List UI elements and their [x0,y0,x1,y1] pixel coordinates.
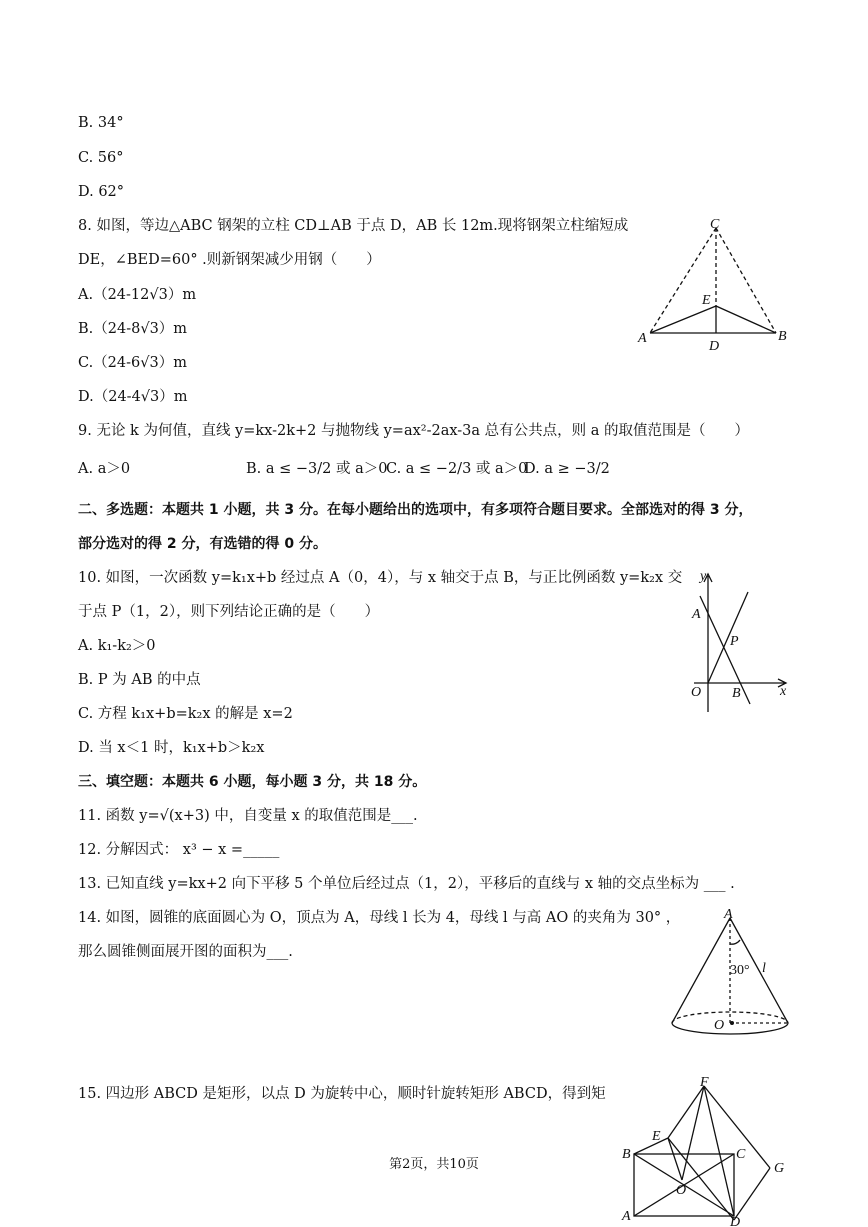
label-f: F [700,1076,709,1090]
question-9-option-c: C. a ≤ −2/3 或 a＞0 [386,461,528,477]
question-10-option-d: D. 当 x＜1 时，k₁x+b＞k₂x [78,740,265,756]
question-8-option-d: D.（24-4√3）m [78,389,188,405]
label-b: B [778,329,787,344]
question-8-option-a: A.（24-12√3）m [78,287,197,303]
label-y: y [700,569,707,584]
question-11: 11. 函数 y=√(x+3) 中，自变量 x 的取值范围是___. [78,808,418,824]
question-10-option-a: A. k₁-k₂＞0 [78,638,156,654]
question-9-option-d: D. a ≥ −3/2 [524,461,610,477]
label-o: O [676,1183,687,1198]
figure-q10-graph [672,562,802,714]
label-b: B [732,686,741,701]
question-14-stem-2: 那么圆锥侧面展开图的面积为___. [78,944,293,960]
question-8-stem-2: DE，∠BED=60° .则新钢架减少用钢（ ） [78,252,381,268]
figure-q8-triangle [636,214,796,354]
label-g: G [774,1161,785,1176]
label-d: D [730,1215,741,1227]
page-footer: 第2页，共10页 [389,1157,479,1172]
question-8-stem-1: 8. 如图，等边△ABC 钢架的立柱 CD⊥AB 于点 D，AB 长 12m.现将钢架立柱缩短成 [78,218,629,234]
question-10-stem-2: 于点 P（1，2），则下列结论正确的是（ ） [78,604,380,620]
label-a: A [638,331,647,346]
label-e: E [702,293,711,308]
label-a: A [692,607,701,622]
label-o: O [691,685,702,700]
label-x: x [780,684,787,699]
question-15-stem: 15. 四边形 ABCD 是矩形，以点 D 为旋转中心，顺时针旋转矩形 ABCD，得到矩 [78,1086,606,1102]
option-c-q7: C. 56° [78,150,124,166]
section-2-heading-2: 部分选对的得 2 分，有选错的得 0 分。 [78,536,327,552]
label-e: E [652,1129,661,1144]
label-c: C [710,217,720,232]
question-9-option-a: A. a＞0 [78,461,131,477]
label-c: C [736,1147,746,1162]
option-b-q7: B. 34° [78,115,124,131]
option-d-q7: D. 62° [78,184,125,200]
label-d: D [709,339,720,354]
question-14-stem-1: 14. 如图，圆锥的底面圆心为 O，顶点为 A，母线 l 长为 4，母线 l 与高 AO 的夹角为 30° ， [78,910,681,926]
section-3-heading: 三、填空题：本题共 6 小题，每小题 3 分，共 18 分。 [78,774,427,790]
question-10-option-b: B. P 为 AB 的中点 [78,672,201,688]
question-9-stem: 9. 无论 k 为何值，直线 y=kx-2k+2 与抛物线 y=ax²-2ax-3a 总有公共点，则 a 的取值范围是（ ） [78,423,750,439]
question-12: 12. 分解因式： x³ − x =_____ [78,842,280,858]
label-o: O [714,1018,725,1033]
figure-q14-cone [664,904,794,1044]
section-2-heading-1: 二、多选题：本题共 1 小题，共 3 分。在每小题给出的选项中，有多项符合题目要求。全部选对的得 3 分， [78,502,753,518]
question-10-option-c: C. 方程 k₁x+b=k₂x 的解是 x=2 [78,706,293,722]
label-l: l [762,961,766,976]
question-13: 13. 已知直线 y=kx+2 向下平移 5 个单位后经过点（1，2），平移后的直线与 x 轴的交点坐标为 ___ . [78,876,735,892]
label-a: A [622,1209,631,1224]
figure-q15-rectangles [620,1076,792,1227]
label-p: P [730,634,739,649]
question-10-stem-1: 10. 如图，一次函数 y=k₁x+b 经过点 A（0，4），与 x 轴交于点 B，与正比例函数 y=k₂x 交 [78,570,683,586]
label-a: A [724,907,733,922]
center-point [730,1021,734,1025]
label-b: B [622,1147,631,1162]
question-8-option-b: B.（24-8√3）m [78,321,188,337]
label-angle: 30° [730,963,750,978]
question-8-option-c: C.（24-6√3）m [78,355,187,371]
question-9-option-b: B. a ≤ −3/2 或 a＞0 [246,461,388,477]
